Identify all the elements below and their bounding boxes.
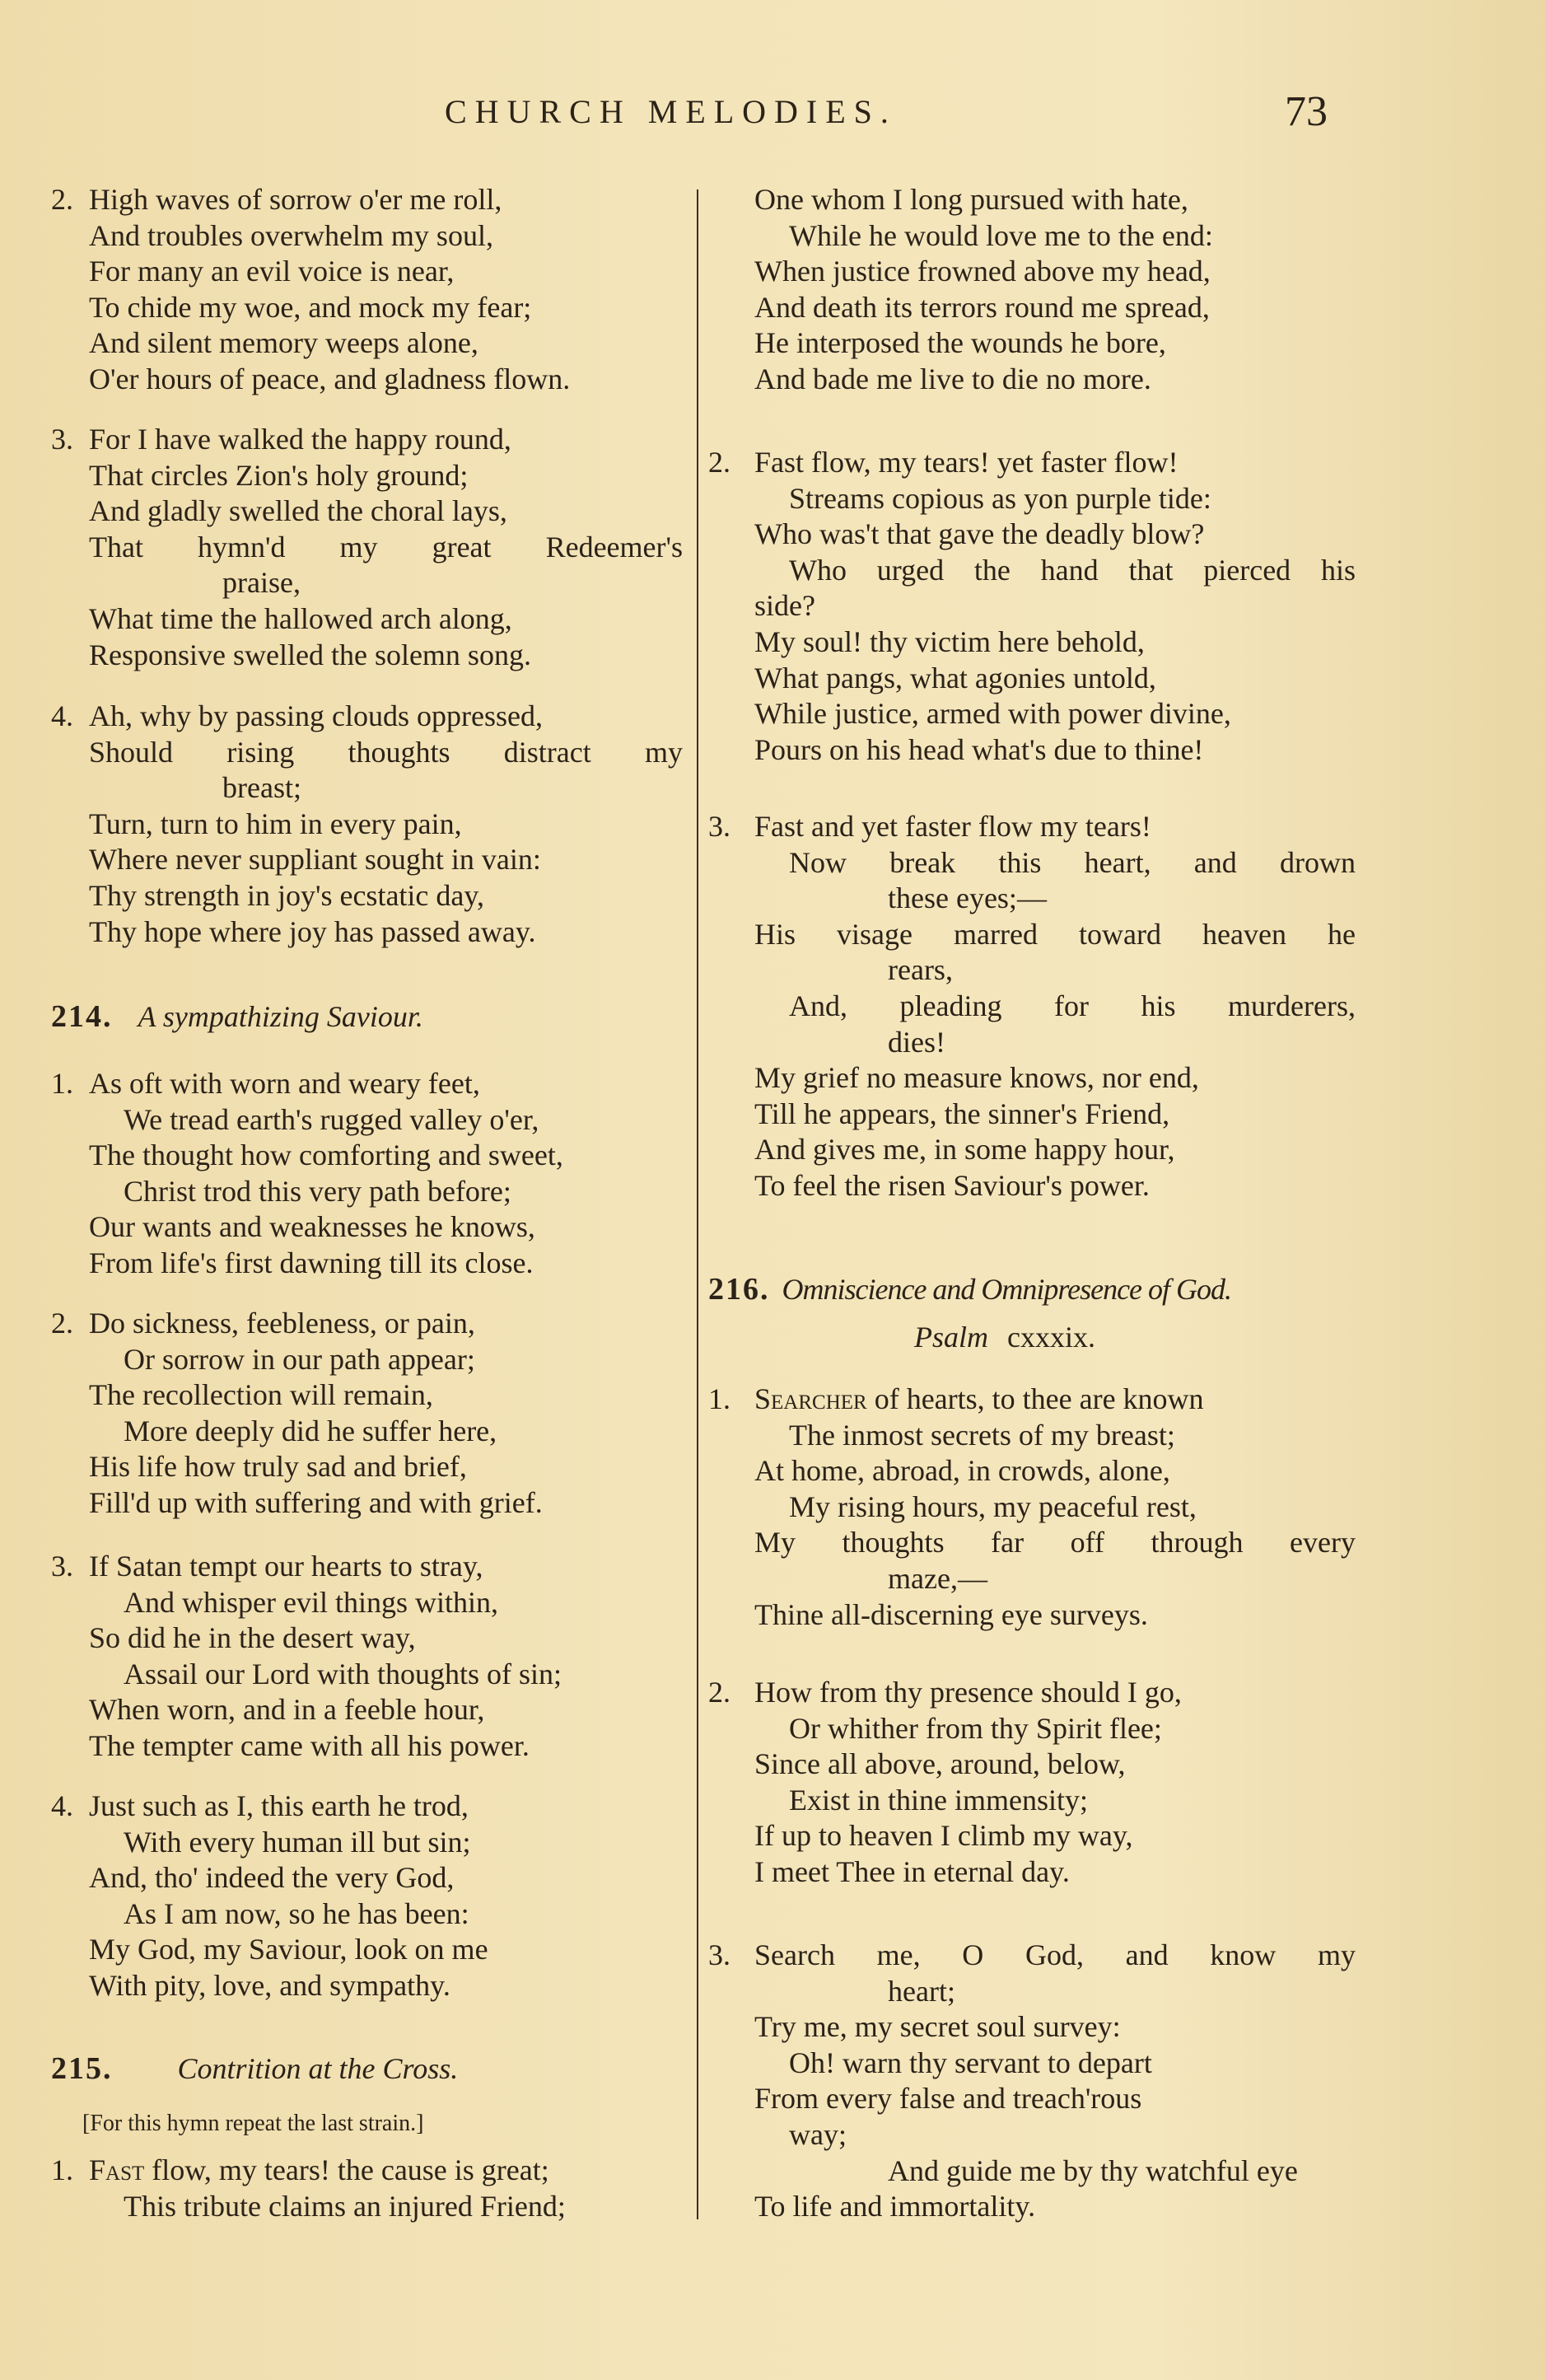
verse-line <box>89 290 683 326</box>
verse-line <box>89 422 683 458</box>
verse-line <box>89 182 683 218</box>
verse-line <box>754 1525 1356 1561</box>
verse-text: How from thy presence should I go, <box>754 1676 1182 1709</box>
verse-line <box>754 1382 1356 1418</box>
verse-text: Our wants and weaknesses he knows, <box>89 1210 535 1244</box>
stanza-number: 1. <box>51 1067 73 1100</box>
stanza-number: 2. <box>51 183 73 216</box>
verse-line <box>89 458 683 494</box>
verse-line <box>754 1025 1356 1061</box>
verse-text: And death its terrors round me spread, <box>754 290 1210 324</box>
stanza <box>51 1789 683 2004</box>
verse-text: rears, <box>888 953 953 987</box>
verse-text: My soul! thy victim here behold, <box>754 624 1145 658</box>
verse-text: His life how truly sad and brief, <box>89 1450 467 1484</box>
verse-line <box>754 1489 1356 1526</box>
verse-text: To feel the risen Saviour's power. <box>754 1168 1150 1202</box>
verse-text: As oft with worn and weary feet, <box>89 1067 480 1100</box>
verse-line <box>89 807 683 843</box>
verse-text: Try me, my secret soul survey: <box>754 2010 1121 2044</box>
verse-text: of hearts, to thee are known <box>866 1382 1204 1415</box>
verse-line <box>754 445 1356 481</box>
verse-line <box>754 2081 1356 2117</box>
verse-line <box>754 1974 1356 2010</box>
verse-line <box>89 1620 683 1657</box>
verse-text: Till he appears, the sinner's Friend, <box>754 1096 1170 1130</box>
hymn-title: Omniscience and Omnipresence of God. <box>782 1273 1232 1306</box>
verse-line <box>89 1485 683 1522</box>
verse-line <box>754 624 1356 661</box>
verse-text: Or whither from thy Spirit flee; <box>789 1711 1162 1745</box>
stanza <box>51 422 683 673</box>
verse-text: Streams copious as yon purple tide: <box>789 481 1211 515</box>
verse-line <box>754 1096 1356 1133</box>
verse-line <box>89 914 683 951</box>
verse-line <box>754 845 1356 881</box>
verse-text: And, tho' indeed the very God, <box>89 1861 455 1895</box>
verse-text: Since all above, around, below, <box>754 1747 1126 1781</box>
stanza-number: 3. <box>51 423 73 456</box>
verse-text: High waves of sorrow o'er me roll, <box>89 183 502 216</box>
stanza <box>708 445 1356 768</box>
verse-line <box>89 699 683 735</box>
stanza <box>51 1066 683 1282</box>
verse-line <box>89 2153 683 2189</box>
stanza-number: 2. <box>51 1307 73 1340</box>
verse-line <box>89 1728 683 1765</box>
verse-text: From life's first dawning till its close. <box>89 1246 534 1279</box>
verse-line <box>89 1102 683 1139</box>
verse-text: To chide my woe, and mock my fear; <box>89 290 532 324</box>
verse-line <box>89 530 683 566</box>
verse-line <box>89 1246 683 1282</box>
verse-text: Or sorrow in our path appear; <box>124 1342 475 1376</box>
verse-line <box>754 290 1356 326</box>
verse-line <box>754 952 1356 989</box>
verse-text: breast; <box>222 771 301 805</box>
verse-line <box>754 325 1356 362</box>
verse-text: Fast and yet faster flow my tears! <box>754 810 1151 843</box>
verse-line <box>89 1692 683 1728</box>
verse-line <box>754 218 1356 255</box>
hymn-note: [For this hymn repeat the last strain.] <box>82 2111 424 2136</box>
verse-text: And gives me, in some happy hour, <box>754 1133 1175 1167</box>
verse-line <box>754 1060 1356 1096</box>
verse-line <box>89 1932 683 1968</box>
verse-line <box>754 1418 1356 1454</box>
verse-line <box>754 1938 1356 1974</box>
verse-line <box>89 770 683 807</box>
verse-text: way; <box>789 2117 847 2151</box>
stanza <box>708 809 1356 1204</box>
stanza <box>754 182 1356 398</box>
verse-text: Who urged the hand that pierced his <box>789 553 1356 587</box>
verse-text: Pours on his head what's due to thine! <box>754 732 1204 766</box>
stanza-number: 3. <box>51 1550 73 1583</box>
verse-text: Fill'd up with suffering and with grief. <box>89 1485 543 1519</box>
column-divider <box>697 189 698 2219</box>
verse-line <box>89 362 683 398</box>
verse-line <box>754 809 1356 845</box>
verse-line <box>89 1342 683 1378</box>
verse-line <box>754 553 1356 589</box>
running-title: CHURCH MELODIES. <box>445 93 897 130</box>
verse-text: The inmost secrets of my breast; <box>789 1418 1175 1452</box>
verse-line <box>89 2189 683 2225</box>
psalm-number: cxxxix. <box>1007 1321 1095 1354</box>
verse-text: Responsive swelled the solemn song. <box>89 638 531 671</box>
verse-text: If Satan tempt our hearts to stray, <box>89 1550 483 1583</box>
verse-text: these eyes;— <box>888 881 1047 915</box>
verse-text: flow, my tears! the cause is great; <box>144 2153 549 2186</box>
verse-text: Just such as I, this earth he trod, <box>89 1789 469 1822</box>
verse-text: And silent memory weeps alone, <box>89 326 478 360</box>
verse-initial-word: Searcher <box>754 1382 867 1415</box>
verse-line <box>754 362 1356 398</box>
verse-text: At home, abroad, in crowds, alone, <box>754 1454 1170 1488</box>
verse-line <box>754 1561 1356 1597</box>
verse-line <box>89 1138 683 1174</box>
verse-line <box>89 1377 683 1414</box>
stanza-number: 3. <box>708 810 730 843</box>
hymn-number: 215. <box>51 2051 113 2086</box>
verse-line <box>754 696 1356 732</box>
stanza-number: 2. <box>708 1676 730 1709</box>
verse-text: dies! <box>888 1025 945 1059</box>
verse-text: Do sickness, feebleness, or pain, <box>89 1307 475 1340</box>
verse-line <box>754 1818 1356 1854</box>
verse-text: Where never suppliant sought in vain: <box>89 843 541 877</box>
verse-text: We tread earth's rugged valley o'er, <box>124 1102 539 1136</box>
verse-text: Thine all-discerning eye surveys. <box>754 1597 1148 1631</box>
verse-line <box>89 218 683 255</box>
verse-text: When worn, and in a feeble hour, <box>89 1693 485 1727</box>
verse-text: Exist in thine immensity; <box>789 1783 1088 1817</box>
verse-text: One whom I long pursued with hate, <box>754 183 1188 216</box>
verse-text: And troubles overwhelm my soul, <box>89 218 493 252</box>
verse-line <box>89 601 683 638</box>
verse-line <box>754 661 1356 697</box>
stanza <box>51 699 683 950</box>
stanza <box>51 182 683 398</box>
verse-line <box>89 1306 683 1342</box>
verse-text: Ah, why by passing clouds oppressed, <box>89 699 543 732</box>
verse-line <box>89 1657 683 1693</box>
verse-line <box>89 878 683 914</box>
verse-line <box>89 1825 683 1861</box>
verse-text: With pity, love, and sympathy. <box>89 1968 450 2002</box>
verse-line <box>89 638 683 674</box>
verse-text: Now break this heart, and drown <box>789 845 1356 879</box>
verse-line <box>754 1168 1356 1204</box>
verse-line <box>89 1585 683 1621</box>
stanza-number: 1. <box>708 1382 730 1415</box>
verse-text: And bade me live to die no more. <box>754 362 1151 395</box>
verse-text: Fast flow, my tears! yet faster flow! <box>754 446 1179 479</box>
hymn-216-subtitle <box>914 1320 1095 1356</box>
verse-line <box>89 1549 683 1585</box>
verse-text: What pangs, what agonies untold, <box>754 661 1156 694</box>
verse-text: The tempter came with all his power. <box>89 1728 530 1762</box>
verse-line <box>754 2189 1356 2225</box>
verse-line <box>754 989 1356 1025</box>
verse-text: Turn, turn to him in every pain, <box>89 807 462 840</box>
verse-text: side? <box>754 589 815 623</box>
verse-line <box>89 735 683 771</box>
verse-line <box>754 1675 1356 1711</box>
verse-text: Should rising thoughts distract my <box>89 735 683 769</box>
stanza-number: 3. <box>708 1938 730 1971</box>
stanza-number: 2. <box>708 446 730 479</box>
stanza-number: 4. <box>51 699 73 732</box>
verse-text: And guide me by thy watchful eye <box>888 2153 1298 2187</box>
verse-text: That circles Zion's holy ground; <box>89 458 469 492</box>
verse-text: And gladly swelled the choral lays, <box>89 494 507 528</box>
verse-line <box>754 881 1356 917</box>
verse-line <box>754 1711 1356 1747</box>
stanza <box>51 2153 683 2224</box>
verse-line <box>754 2153 1356 2190</box>
verse-text: My rising hours, my peaceful rest, <box>789 1489 1197 1523</box>
verse-text: While he would love me to the end: <box>789 218 1213 252</box>
verse-line <box>754 2046 1356 2082</box>
verse-text: heart; <box>888 1974 955 2008</box>
verse-text: Thy hope where joy has passed away. <box>89 914 536 948</box>
verse-text: My thoughts far off through every <box>754 1526 1356 1559</box>
verse-text: More deeply did he suffer here, <box>124 1414 497 1447</box>
verse-text: And whisper evil things within, <box>124 1585 498 1619</box>
verse-text: For many an evil voice is near, <box>89 255 455 288</box>
verse-line <box>89 1066 683 1102</box>
verse-text: maze,— <box>888 1561 987 1595</box>
hymn-title: Contrition at the Cross. <box>177 2052 459 2085</box>
verse-text: Christ trod this very path before; <box>124 1174 511 1208</box>
verse-line <box>754 588 1356 624</box>
verse-text: I meet Thee in eternal day. <box>754 1854 1070 1888</box>
verse-text: His visage marred toward heaven he <box>754 917 1356 951</box>
verse-text: From every false and treach'rous <box>754 2082 1142 2116</box>
verse-text: Thy strength in joy's ecstatic day, <box>89 878 485 912</box>
hymn-number: 214. <box>51 999 113 1034</box>
verse-text: That hymn'd my great Redeemer's <box>89 530 683 563</box>
stanza <box>51 1549 683 1765</box>
verse-line <box>89 1209 683 1246</box>
stanza <box>708 1938 1356 2225</box>
verse-line <box>754 1132 1356 1168</box>
hymn-214-heading <box>51 999 423 1036</box>
verse-line <box>89 1449 683 1485</box>
stanza <box>708 1675 1356 1891</box>
verse-line <box>754 2117 1356 2153</box>
verse-line <box>89 254 683 290</box>
verse-text: The recollection will remain, <box>89 1378 433 1412</box>
verse-line <box>89 1896 683 1933</box>
verse-text: With every human ill but sin; <box>124 1825 471 1859</box>
verse-line <box>754 1783 1356 1819</box>
verse-line <box>89 565 683 601</box>
verse-text: O'er hours of peace, and gladness flown. <box>89 362 571 395</box>
verse-line <box>89 493 683 530</box>
hymn-216-heading <box>708 1272 1231 1308</box>
verse-text: The thought how comforting and sweet, <box>89 1139 563 1172</box>
stanza <box>708 1382 1356 1633</box>
stanza <box>51 1306 683 1522</box>
verse-text: This tribute claims an injured Friend; <box>124 2189 566 2223</box>
verse-text: Assail our Lord with thoughts of sin; <box>124 1657 562 1690</box>
page-number: 73 <box>1285 88 1328 135</box>
verse-text: Oh! warn thy servant to depart <box>789 2046 1152 2079</box>
verse-line <box>89 1789 683 1825</box>
psalm-label: Psalm <box>914 1321 988 1354</box>
verse-text: And, pleading for his murderers, <box>789 989 1356 1022</box>
verse-line <box>754 1453 1356 1489</box>
verse-text: When justice frowned above my head, <box>754 255 1211 288</box>
verse-line <box>754 1746 1356 1783</box>
verse-line <box>89 1968 683 2004</box>
verse-text: Who was't that gave the deadly blow? <box>754 517 1205 551</box>
verse-text: So did he in the desert way, <box>89 1621 416 1655</box>
verse-line <box>754 2009 1356 2046</box>
verse-text: While justice, armed with power divine, <box>754 697 1231 731</box>
verse-line <box>89 325 683 362</box>
verse-line <box>89 842 683 878</box>
verse-text: If up to heaven I climb my way, <box>754 1819 1133 1853</box>
verse-text: My grief no measure knows, nor end, <box>754 1061 1199 1095</box>
verse-line <box>754 1854 1356 1891</box>
verse-line <box>754 481 1356 517</box>
verse-line <box>754 732 1356 769</box>
verse-line <box>89 1174 683 1210</box>
verse-text: praise, <box>222 566 301 600</box>
verse-text: He interposed the wounds he bore, <box>754 326 1166 360</box>
verse-line <box>89 1860 683 1896</box>
verse-text: As I am now, so he has been: <box>124 1896 469 1930</box>
stanza-number: 4. <box>51 1789 73 1822</box>
stanza-number: 1. <box>51 2153 73 2186</box>
hymn-title: A sympathizing Saviour. <box>138 1000 423 1033</box>
verse-line <box>754 182 1356 218</box>
hymn-215-heading <box>51 2051 458 2088</box>
verse-text: For I have walked the happy round, <box>89 423 511 456</box>
verse-text: To life and immortality. <box>754 2190 1036 2223</box>
verse-text: Search me, O God, and know my <box>754 1938 1356 1971</box>
verse-line <box>754 917 1356 953</box>
hymn-number: 216. <box>708 1272 770 1307</box>
verse-line <box>754 517 1356 553</box>
verse-line <box>754 1597 1356 1634</box>
verse-initial-word: Fast <box>89 2153 145 2186</box>
verse-line <box>754 254 1356 290</box>
verse-text: My God, my Saviour, look on me <box>89 1933 488 1966</box>
verse-line <box>89 1414 683 1450</box>
verse-text: What time the hallowed arch along, <box>89 601 512 635</box>
